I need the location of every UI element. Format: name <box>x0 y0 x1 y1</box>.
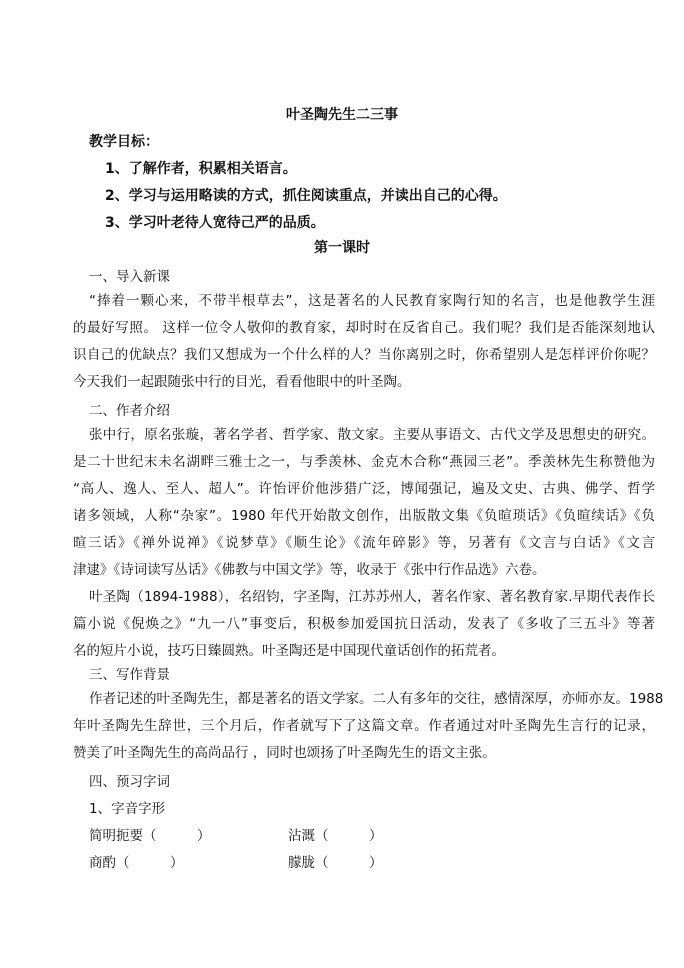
document-title: 叶圣陶先生二三事 <box>286 107 398 123</box>
text-line: 暄三话》《禅外说禅》《说梦草》《顺生论》《流年碎影》等，另著有《文言与白话》《文言 <box>73 535 655 551</box>
goal-item: 3、学习叶老待人宽待己严的品质。 <box>105 215 325 231</box>
text-line: 赞美了叶圣陶先生的高尚品行 ，同时也颂扬了叶圣陶先生的语文主张。 <box>73 745 496 761</box>
text-line: “捧着一颗心来，不带半根草去”，这是著名的人民教育家陶行知的名言，也是他教学生涯 <box>89 293 655 309</box>
word-item: 商酌（ ） <box>89 855 184 871</box>
text-line: 作者记述的叶圣陶先生，都是著名的语文学家。二人有多年的交往，感情深厚，亦师亦友。1988 <box>89 691 664 707</box>
text-line: 津逮》《诗词读写丛话》《佛教与中国文学》等，收录于《张中行作品选》六卷。 <box>73 562 546 578</box>
goals-heading: 教学目标： <box>89 134 159 150</box>
text-line: 的最好写照。 这样一位令人敬仰的教育家，却时时在反省自己。我们呢？我们是否能深刻地认 <box>73 320 655 336</box>
section-heading-background: 三、写作背景 <box>89 667 170 683</box>
text-line: 名的短片小说，技巧日臻圆熟。叶圣陶还是中国现代童话创作的拓荒者。 <box>73 643 505 659</box>
text-line: 篇小说《倪焕之》“九一八”事变后，积极参加爱国抗日活动，发表了《多收了三五斗》等著 <box>73 616 655 632</box>
section-heading-preview: 四、预习字词 <box>89 774 170 790</box>
text-line: 叶圣陶（1894-1988），名绍钧，字圣陶，江苏苏州人，著名作家、著名教育家.早期代表作长 <box>89 589 655 605</box>
text-line: “高人、逸人、至人、超人”。许怡评价他涉猎广泛，博闻强记，遍及文史、古典、佛学、哲学 <box>73 481 655 497</box>
text-line: 张中行，原名张璇，著名学者、哲学家、散文家。主要从事语文、古代文学及思想史的研究。 <box>89 427 655 443</box>
section-heading-author: 二、作者介绍 <box>89 403 170 419</box>
word-item: 简明扼要（ ） <box>89 828 211 844</box>
text-line: 是二十世纪末未名湖畔三雅士之一，与季羡林、金克木合称“燕园三老”。季羡林先生称赞他为 <box>73 454 655 470</box>
text-line: 今天我们一起跟随张中行的目光，看看他眼中的叶圣陶。 <box>73 374 411 390</box>
goal-item: 2、学习与运用略读的方式，抓住阅读重点，并读出自己的心得。 <box>105 188 507 204</box>
subsection-heading: 1、字音字形 <box>89 801 166 817</box>
paragraph-author-ye <box>73 584 655 665</box>
paragraph-background <box>73 686 664 767</box>
text-line: 诸多领域，人称“杂家”。1980 年代开始散文创作，出版散文集《负暄琐话》《负暄续话》《负 <box>73 508 655 524</box>
section-heading-intro: 一、导入新课 <box>89 269 170 285</box>
paragraph-intro <box>73 288 655 396</box>
word-item: 沾溉（ ） <box>288 828 383 844</box>
text-line: 识自己的优缺点？我们又想成为一个什么样的人？当你离别之时，你希望别人是怎样评价你呢？ <box>73 347 655 363</box>
goal-item: 1、了解作者，积累相关语言。 <box>105 161 297 177</box>
word-item: 朦胧（ ） <box>288 855 383 871</box>
lesson-title: 第一课时 <box>314 240 370 256</box>
paragraph-author-zhang <box>73 422 655 584</box>
text-line: 年叶圣陶先生辞世，三个月后，作者就写下了这篇文章。作者通过对叶圣陶先生言行的记录， <box>73 718 655 734</box>
